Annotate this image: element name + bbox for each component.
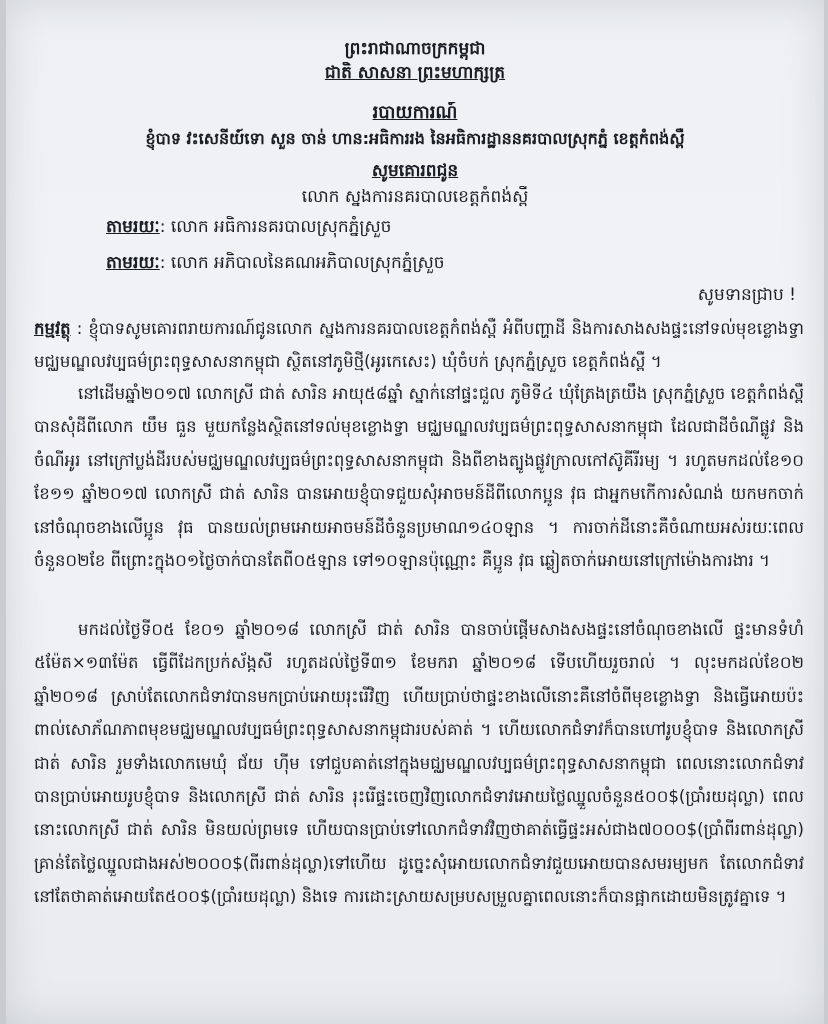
subject-text: : ខ្ញុំបាទសូមគោរពរាយការណ៍ជូនលោក ស្នងការនគរបាលខេត្តកំពង់ស្ពឺ អំពីបញ្ហាដី និងការសាងសងផ្ទះនៅទល់មុខខ្លោងទ្វា មជ្ឈមណ្ឌលវប្បធម៌ព្រះពុទ្ធសាសនាកម្ពុជា ស្ថិតនៅភូមិថ្មី(អូរកេសេះ) ឃុំចំបក់ ស្រុកភ្នំស្រួច ខេត្តកំពង់ស្ពឺ ។ (34, 319, 804, 372)
subject-paragraph (34, 312, 804, 378)
report-from: ខ្ញុំបាទ វះសេនីយ៍ទោ សួន ចាន់ ហាន:អធិការរង នៃអធិការដ្ឋាននគរបាលស្រុកភ្នំ ខេត្តកំពង់ស្ពឺ (145, 129, 685, 148)
document-page (6, 0, 824, 1024)
report-recipient: លោក ស្នងការនគរបាលខេត្តកំពង់ស្ពឺ (301, 187, 529, 207)
kingdom-heading: ព្រះរាជាណាចក្រកម្ពុជា (344, 39, 486, 59)
via-text: : លោក អធិការនគរបាលស្រុកភ្នំស្រួច (159, 217, 392, 237)
via-text: : លោក អភិបាលនៃគណអភិបាលស្រុកភ្នំស្រួច (159, 253, 445, 273)
via-label: តាមរយៈ (106, 253, 160, 273)
via-line-2 (106, 252, 828, 274)
respect-line: សូមគោរពជូន (371, 161, 459, 181)
paragraph-1: នៅដើមឆ្នាំ២០១៧ លោកស្រី ជាត់ សារិន អាយុ៥៨ឆ្នាំ ស្នាក់នៅផ្ទះជួល ភូមិទី៤ ឃុំត្រែងត្រយឹង ស្រុកភ្នំស្រួច ខេត្តកំពង់ស្ពឺ បានសុំដីពីលោក យឹម ធួន មួយកន្លែងស្ថិតនៅទល់មុខខ្លោងទ្វា មជ្ឈមណ្ឌលវប្បធម៌ព្រះពុទ្ធសាសនាកម្ពុជា ដែលជាដីចំណីផ្លូវ និងចំណីអូរ នៅក្រៅប្លង់ដីរបស់មជ្ឈមណ្ឌលវប្បធម៌ព្រះពុទ្ធសាសនាកម្ពុជា និងពីខាងត្បូងផ្លូវក្រាលកៅស៊ូគីរីរម្យ ។ រហូតមកដល់ខែ១០ ខែ១១ ឆ្នាំ២០១៧ លោកស្រី ជាត់ សារិន បានអោយខ្ញុំបាទជួយសុំអាចមន៍ដីពីលោកប្អូន វុធ ជាអ្នកមកើការសំណង់ យកមកចាក់នៅចំណុចខាងលើប្អូន វុធ បានយល់ព្រមអោយអាចមន៍ដីចំនួនប្រមាណ១៤០ឡាន ។ ការចាក់ដីនោះគឺចំណាយអស់រយៈពេលចំនួន០២ខែ ពីព្រោះក្នុង០១ថ្ងៃចាក់បានតែពី០៥ឡាន ទៅ១០ឡានប៉ុណ្ណោះ គឺប្អូន វុធ ឆ្លៀតចាក់អោយនៅក្រៅម៉ោងការងារ ។ (34, 384, 804, 571)
motto-heading: ជាតិ សាសនា ព្រះមហាក្សត្រ (324, 63, 506, 83)
subject-label: កម្មវត្ថុ (34, 319, 71, 338)
greeting: សូមទានជ្រាប ! (697, 285, 796, 305)
via-line-1 (106, 216, 828, 238)
report-title: របាយការណ៍ (372, 102, 458, 123)
paragraph-2: មកដល់ថ្ងៃទី០៥ ខែ០១ ឆ្នាំ២០១៨ លោកស្រី ជាត់ សារិន បានចាប់ផ្តើមសាងសងផ្ទះនៅចំណុចខាងលើ ផ្ទះមានទំហំ ៥ម៉ែត×១៣ម៉ែត ធ្វើពីដែកប្រក់ស័ង្កសី រហូតដល់ថ្ងៃទី៣១ ខែមករា ឆ្នាំ២០១៨ ទើបហើយរួចរាល់ ។ លុះមកដល់ខែ០២ ឆ្នាំ២០១៨ ស្រាប់តែលោកជំទាវបានមកប្រាប់អោយរុះរើវិញ ហើយប្រាប់ថាផ្ទះខាងលើនោះគឺនៅចំពីមុខខ្លោងទ្វា និងធ្វើអោយប៉ះពាល់សោភ័ណភាពមុខមជ្ឈមណ្ឌលវប្បធម៌ព្រះពុទ្ធសាសនាកម្ពុជារបស់គាត់ ។ ហើយលោកជំទាវក៏បានហៅរូបខ្ញុំបាទ និងលោកស្រី ជាត់ សារិន រួមទាំងលោកមេឃុំ ជ័យ ហ៊ីម ទៅជួបគាត់នៅក្នុងមជ្ឈមណ្ឌលវប្បធម៌ព្រះពុទ្ធសាសនាកម្ពុជា ពេលនោះលោកជំទាវ បានប្រាប់អោយរូបខ្ញុំបាទ និងលោកស្រី ជាត់ សារិន រុះរើផ្ទះចេញវិញលោកជំទាវអោយថ្លៃឈ្នួលចំនួន៥០០$(ប្រាំរយដុល្លា) ពេលនោះលោកស្រី ជាត់ សារិន មិនយល់ព្រមទេ ហើយបានប្រាប់ទៅលោកជំទាវវិញថាគាត់ធ្វើផ្ទះអស់ជាង៧០០០$(ប្រាំពីរពាន់ដុល្លា) គ្រាន់តែថ្លៃឈ្នួលជាងអស់២០០០$(ពីរពាន់ដុល្លា)ទៅហើយ ដូច្នេះសុំអោយលោកជំទាវជួយអោយបានសមរម្យមក តែលោកជំទាវនៅតែថាគាត់អោយតែ៥០០$(ប្រាំរយដុល្លា) និងទេ ការដោះស្រាយសម្របសម្រួលគ្នាពេលនោះក៏បានផ្អាកដោយមិនត្រូវគ្នាទេ ។ (34, 620, 804, 907)
via-label: តាមរយៈ (106, 217, 160, 237)
